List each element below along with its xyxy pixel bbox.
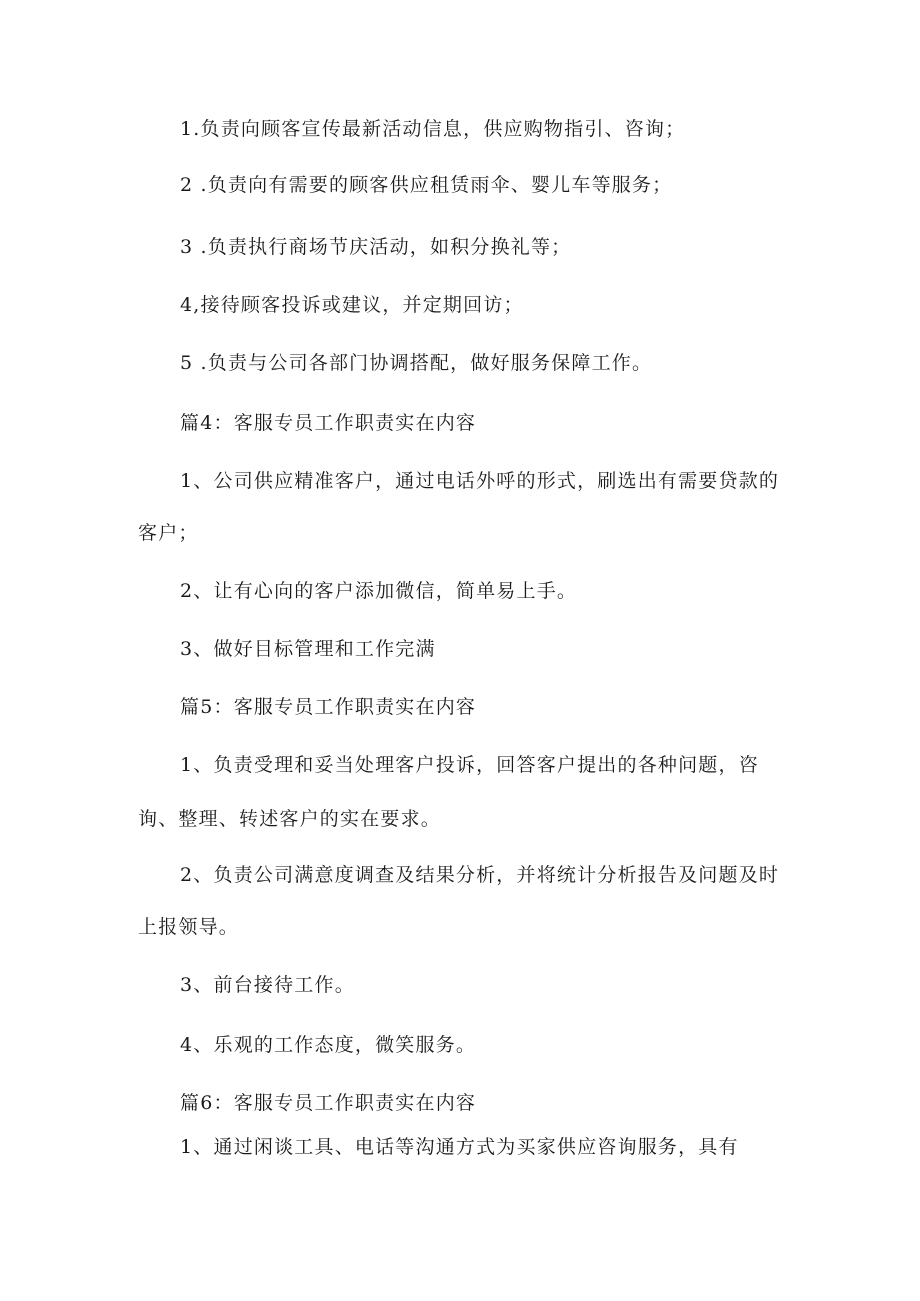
section-heading-6: 篇6：客服专员工作职责实在内容 xyxy=(180,1092,477,1114)
text-line-5: 5 .负责与公司各部门协调搭配，做好服务保障工作。 xyxy=(180,352,653,374)
text-line-9-cont: 询、整理、转述客户的实在要求。 xyxy=(138,808,442,830)
text-line-6: 1、公司供应精准客户，通过电话外呼的形式，刷选出有需要贷款的 xyxy=(180,470,780,492)
text-line-4: 4,接待顾客投诉或建议，并定期回访； xyxy=(180,294,524,316)
text-line-6-cont: 客户； xyxy=(138,522,199,544)
section-heading-5: 篇5：客服专员工作职责实在内容 xyxy=(180,696,477,718)
text-line-8: 3、做好目标管理和工作完满 xyxy=(180,638,436,660)
text-line-12: 4、乐观的工作态度，微笑服务。 xyxy=(180,1034,477,1056)
text-line-9: 1、负责受理和妥当处理客户投诉，回答客户提出的各种问题，咨 xyxy=(180,754,759,776)
section-heading-4: 篇4：客服专员工作职责实在内容 xyxy=(180,412,477,434)
text-line-10-cont: 上报领导。 xyxy=(138,916,240,938)
text-line-10: 2、负责公司满意度调查及结果分析，并将统计分析报告及问题及时 xyxy=(180,864,780,886)
text-line-7: 2、让有心向的客户添加微信，简单易上手。 xyxy=(180,580,578,602)
text-line-3: 3 .负责执行商场节庆活动，如积分换礼等； xyxy=(180,236,572,258)
text-line-11: 3、前台接待工作。 xyxy=(180,974,355,996)
text-line-13: 1、通过闲谈工具、电话等沟通方式为买家供应咨询服务，具有 xyxy=(180,1136,739,1158)
text-line-2: 2 .负责向有需要的顾客供应租赁雨伞、婴儿车等服务； xyxy=(180,174,673,196)
text-line-1: 1.负责向顾客宣传最新活动信息，供应购物指引、咨询； xyxy=(180,118,686,140)
